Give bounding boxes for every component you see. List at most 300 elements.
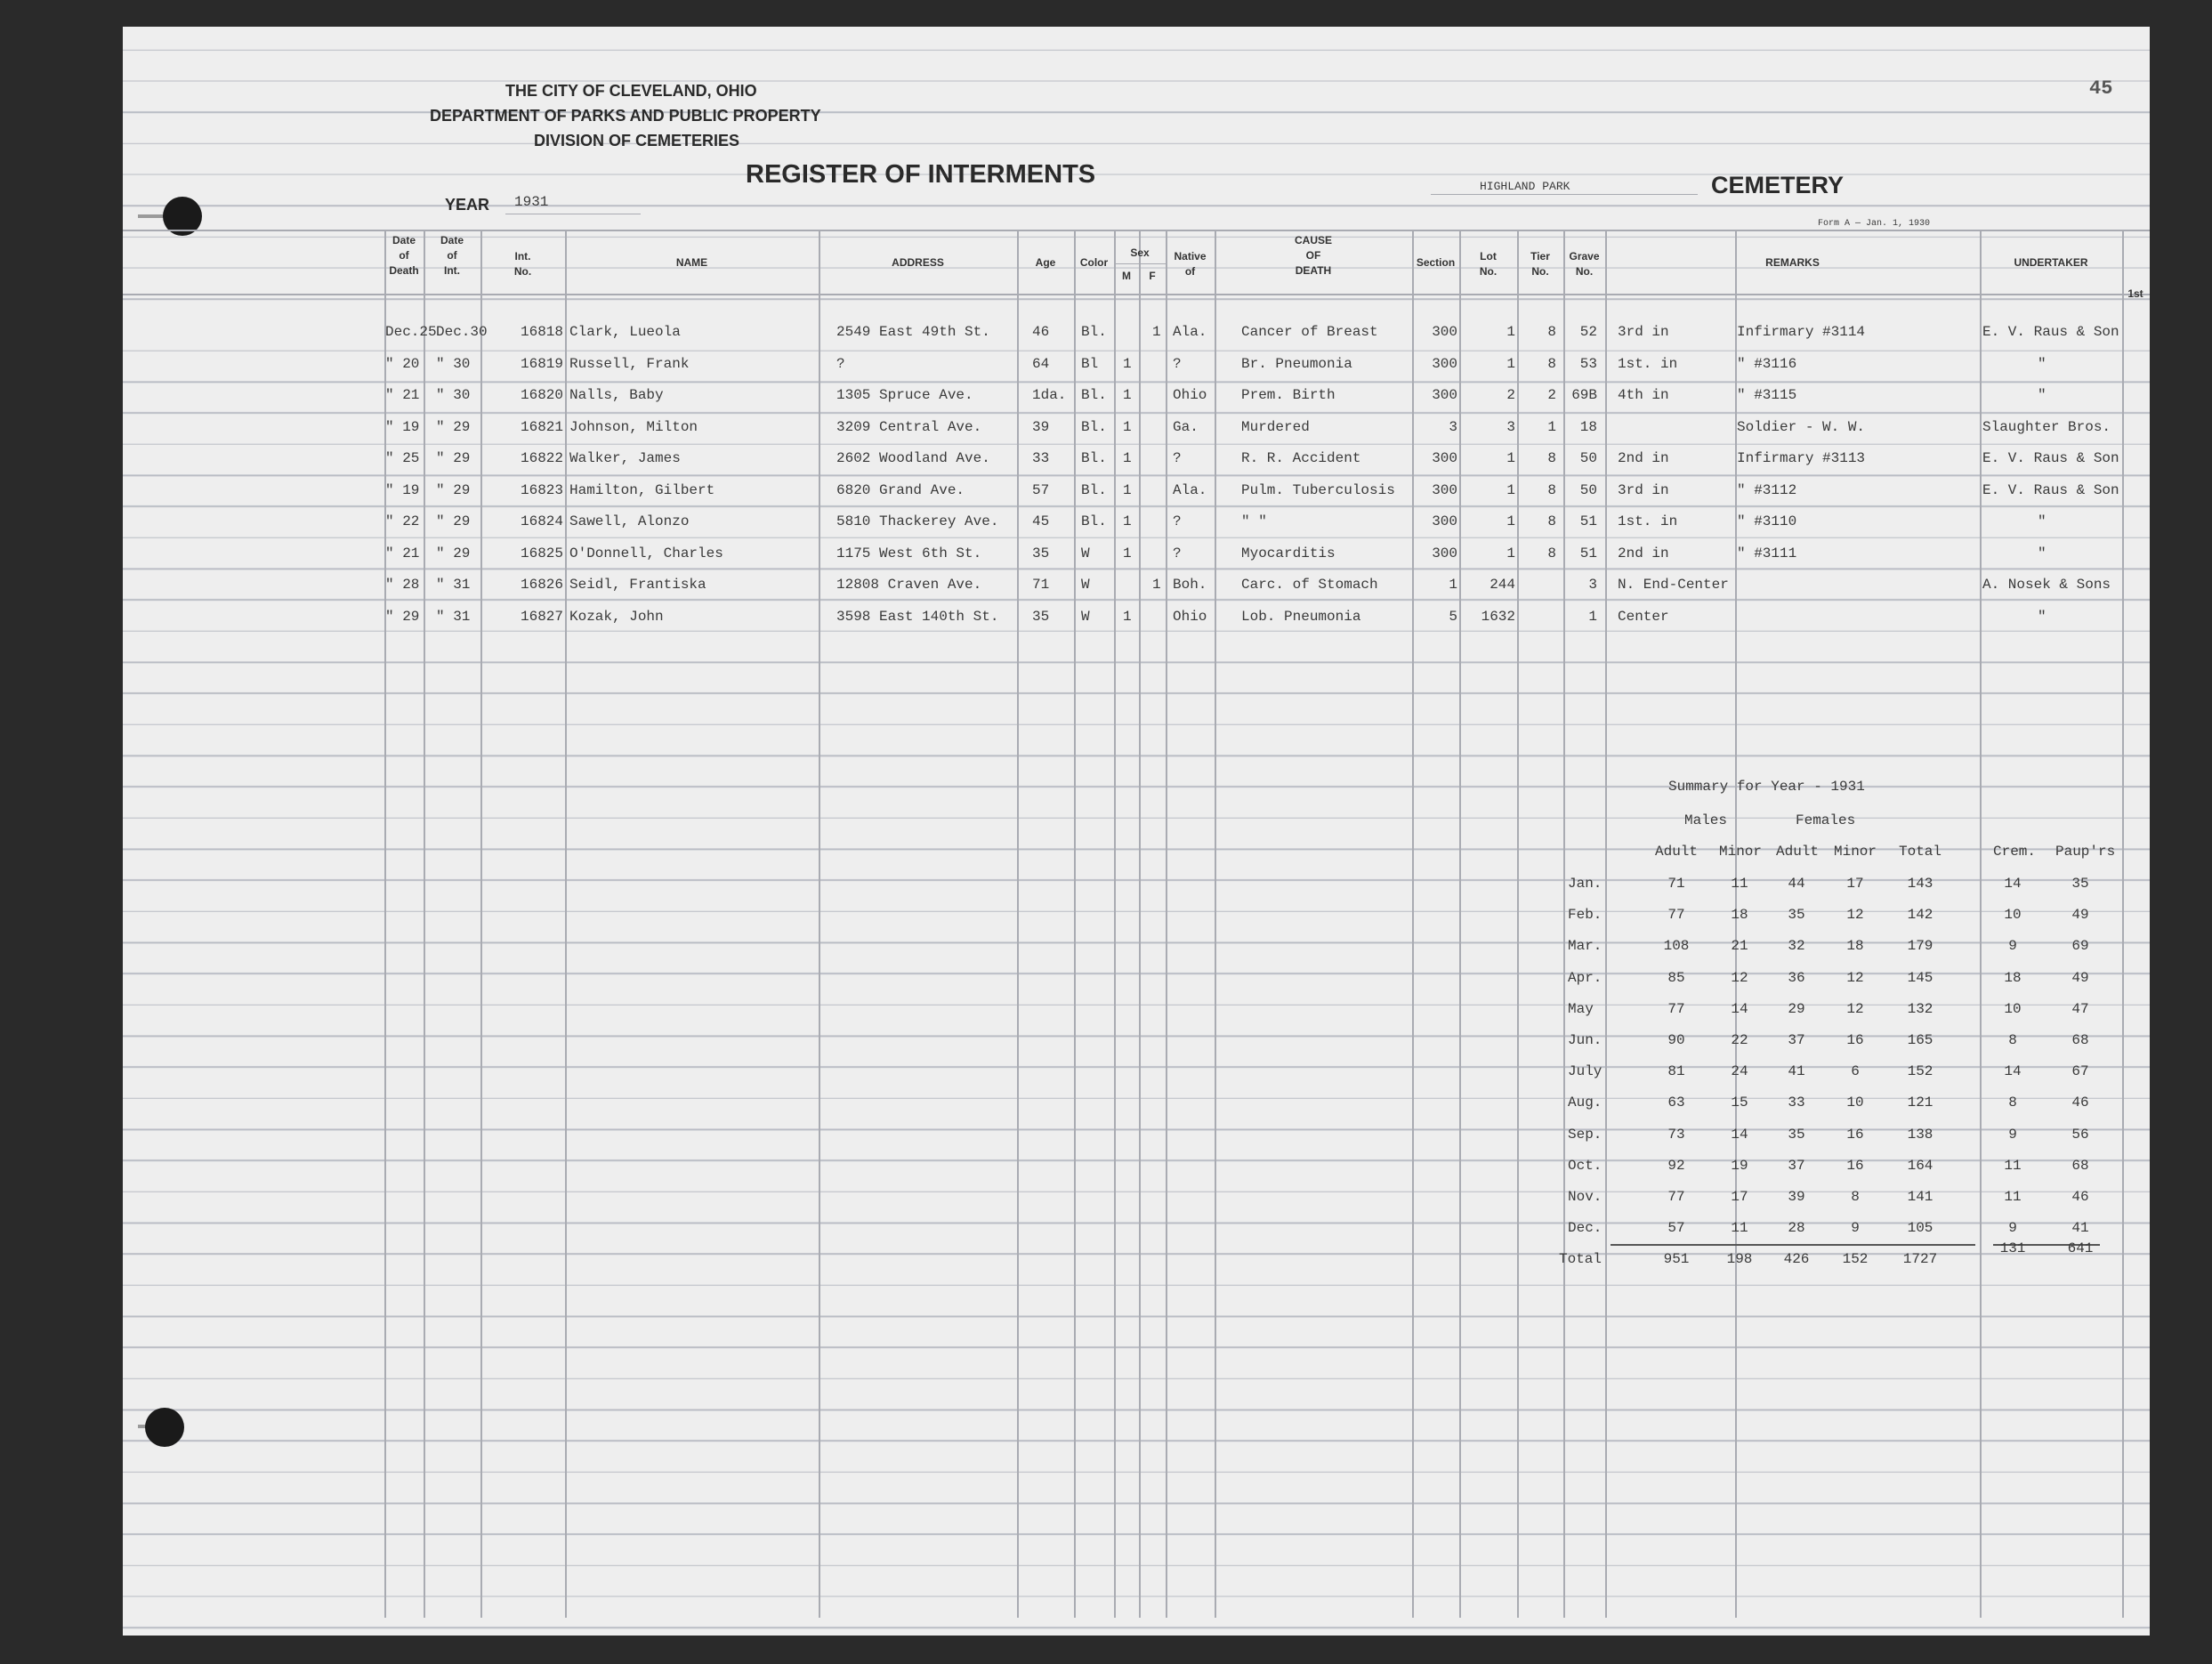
summary-column-header: Adult: [1654, 844, 1698, 860]
cell-rem2: Infirmary #3114: [1737, 324, 1866, 340]
cell-sec: 3: [1449, 418, 1457, 435]
column-rule: [480, 230, 482, 1618]
female-header: F: [1149, 270, 1156, 282]
cell-no: 16822: [520, 450, 563, 466]
summary-total-value: 641: [2067, 1240, 2094, 1257]
cell-rem1: 3rd in: [1618, 481, 1669, 498]
cell-name: Seidl, Frantiska: [569, 577, 706, 593]
cell-name: Nalls, Baby: [569, 387, 664, 403]
summary-value: 69: [2071, 938, 2089, 955]
cell-und: ": [2038, 355, 2047, 372]
summary-value: 164: [1907, 1157, 1933, 1174]
cell-grave: 51: [1579, 513, 1597, 529]
summary-value: 16: [1846, 1157, 1864, 1174]
cell-color: Bl.: [1081, 513, 1107, 529]
cell-native: Ohio: [1173, 387, 1207, 403]
cell-grave: 52: [1579, 324, 1597, 340]
summary-value: 68: [2071, 1157, 2089, 1174]
cell-m: 1: [1123, 387, 1132, 403]
cell-rem2: Infirmary #3113: [1737, 450, 1866, 466]
summary-total-value: 951: [1663, 1251, 1690, 1268]
sex-rule: [1114, 263, 1166, 264]
cell-f: 1: [1152, 324, 1161, 340]
cell-lot: 1: [1506, 513, 1515, 529]
summary-value: 36: [1788, 969, 1805, 986]
summary-value: 17: [1731, 1189, 1748, 1205]
cell-lot: 1: [1506, 481, 1515, 498]
cell-addr: 2602 Woodland Ave.: [836, 450, 990, 466]
cell-cause: Murdered: [1241, 418, 1310, 435]
cell-und: A. Nosek & Sons: [1982, 577, 2111, 593]
summary-value: 56: [2071, 1126, 2089, 1143]
cell-grave: 50: [1579, 450, 1597, 466]
cell-name: O'Donnell, Charles: [569, 545, 723, 561]
lot-number-header: Lot No.: [1479, 250, 1498, 278]
summary-value: 19: [1731, 1157, 1748, 1174]
summary-column-header: Crem.: [1993, 844, 2037, 860]
age-header: Age: [1035, 256, 1056, 269]
cell-name: Kozak, John: [569, 608, 664, 625]
cell-grave: 18: [1579, 418, 1597, 435]
division-title: DIVISION OF CEMETERIES: [534, 132, 740, 149]
cell-sec: 5: [1449, 608, 1457, 625]
cell-rem1: 4th in: [1618, 387, 1669, 403]
cell-no: 16818: [520, 324, 563, 340]
summary-month-label: Dec.: [1568, 1220, 1602, 1237]
column-rule: [1139, 230, 1141, 1618]
cell-grave: 3: [1588, 577, 1597, 593]
summary-value: 6: [1851, 1063, 1860, 1080]
cell-di: " 29: [436, 481, 471, 498]
cell-native: ?: [1173, 450, 1182, 466]
summary-value: 8: [2008, 1095, 2017, 1111]
summary-value: 14: [1731, 1000, 1748, 1017]
summary-value: 9: [2008, 938, 2017, 955]
summary-value: 10: [1846, 1095, 1864, 1111]
cell-und: ": [2038, 513, 2047, 529]
cell-no: 16825: [520, 545, 563, 561]
summary-column-header: Paup'rs: [2055, 844, 2116, 860]
undertaker-header: UNDERTAKER: [2014, 256, 2088, 269]
cell-dd: " 21: [385, 387, 420, 403]
city-title: THE CITY OF CLEVELAND, OHIO: [505, 82, 757, 100]
cell-di: " 29: [436, 450, 471, 466]
cell-cause: " ": [1241, 513, 1267, 529]
cell-sec: 300: [1432, 387, 1457, 403]
summary-value: 165: [1907, 1032, 1933, 1048]
name-header: NAME: [675, 256, 708, 269]
summary-value: 12: [1846, 1000, 1864, 1017]
cell-color: Bl.: [1081, 418, 1107, 435]
summary-value: 41: [1788, 1063, 1805, 1080]
cell-no: 16823: [520, 481, 563, 498]
column-rule: [1517, 230, 1519, 1618]
summary-total-rule: [1611, 1244, 1975, 1246]
summary-value: 63: [1667, 1095, 1685, 1111]
cell-sec: 1: [1449, 577, 1457, 593]
cell-age: 46: [1032, 324, 1050, 340]
summary-total-value: 131: [1999, 1240, 2026, 1257]
sex-header: Sex: [1130, 246, 1150, 259]
binder-hole-bottom: [145, 1408, 184, 1447]
cell-color: Bl.: [1081, 387, 1107, 403]
cell-addr: 3209 Central Ave.: [836, 418, 982, 435]
cell-di: " 30: [436, 387, 471, 403]
cell-grave: 69B: [1571, 387, 1597, 403]
summary-value: 68: [2071, 1032, 2089, 1048]
summary-value: 143: [1907, 876, 1933, 892]
department-title: DEPARTMENT OF PARKS AND PUBLIC PROPERTY: [430, 107, 821, 125]
cell-color: Bl.: [1081, 481, 1107, 498]
summary-value: 39: [1788, 1189, 1805, 1205]
summary-value: 90: [1667, 1032, 1685, 1048]
cell-addr: 1175 West 6th St.: [836, 545, 982, 561]
cause-of-death-header: CAUSE OF DEATH: [1294, 234, 1332, 277]
cell-age: 71: [1032, 577, 1050, 593]
cell-tier: 8: [1547, 513, 1556, 529]
cell-dd: Dec.25: [385, 324, 437, 340]
cell-age: 35: [1032, 545, 1050, 561]
summary-value: 10: [2004, 907, 2022, 924]
summary-month-label: May: [1568, 1000, 1594, 1017]
cell-rem2: " #3115: [1737, 387, 1797, 403]
column-rule: [1735, 230, 1737, 1618]
cell-di: " 31: [436, 577, 471, 593]
section-header: Section: [1416, 256, 1456, 269]
summary-value: 141: [1907, 1189, 1933, 1205]
cell-age: 45: [1032, 513, 1050, 529]
cell-cause: Pulm. Tuberculosis: [1241, 481, 1395, 498]
cell-grave: 50: [1579, 481, 1597, 498]
cell-und: ": [2038, 545, 2047, 561]
column-rule: [1017, 230, 1019, 1618]
cell-di: " 29: [436, 418, 471, 435]
date-of-death-header: Date of Death: [389, 234, 419, 277]
summary-value: 16: [1846, 1032, 1864, 1048]
column-rule: [1114, 230, 1116, 1618]
summary-value: 81: [1667, 1063, 1685, 1080]
address-header: ADDRESS: [892, 256, 944, 269]
summary-month-label: Nov.: [1568, 1189, 1602, 1205]
cell-di: Dec.30: [436, 324, 488, 340]
cell-cause: Cancer of Breast: [1241, 324, 1378, 340]
cell-no: 16819: [520, 355, 563, 372]
cell-addr: 3598 East 140th St.: [836, 608, 999, 625]
cell-dd: " 19: [385, 418, 420, 435]
summary-value: 49: [2071, 969, 2089, 986]
summary-month-label: Oct.: [1568, 1157, 1602, 1174]
summary-total-label: Total: [1559, 1251, 1602, 1268]
header-bottom-rule: [123, 294, 2150, 295]
summary-total-value: 152: [1842, 1251, 1869, 1268]
cell-m: 1: [1123, 355, 1132, 372]
cell-rem1: 1st. in: [1618, 355, 1678, 372]
cell-native: ?: [1173, 513, 1182, 529]
first-header: 1st: [2127, 287, 2143, 300]
cell-m: 1: [1123, 481, 1132, 498]
summary-value: 77: [1667, 907, 1685, 924]
summary-column-header: Total: [1898, 844, 1942, 860]
summary-value: 145: [1907, 969, 1933, 986]
grave-number-header: Grave No.: [1569, 250, 1600, 278]
cell-no: 16821: [520, 418, 563, 435]
cell-color: Bl: [1081, 355, 1099, 372]
summary-value: 12: [1731, 969, 1748, 986]
year-value: 1931: [514, 194, 549, 210]
summary-month-label: Feb.: [1568, 907, 1602, 924]
summary-value: 9: [2008, 1220, 2017, 1237]
cell-name: Clark, Lueola: [569, 324, 681, 340]
cell-di: " 31: [436, 608, 471, 625]
cell-age: 35: [1032, 608, 1050, 625]
summary-month-label: Jan.: [1568, 876, 1602, 892]
summary-value: 77: [1667, 1000, 1685, 1017]
cell-grave: 53: [1579, 355, 1597, 372]
cell-name: Russell, Frank: [569, 355, 690, 372]
cell-dd: " 19: [385, 481, 420, 498]
summary-value: 12: [1846, 907, 1864, 924]
summary-value: 47: [2071, 1000, 2089, 1017]
cell-addr: 5810 Thackerey Ave.: [836, 513, 999, 529]
cell-und: E. V. Raus & Son: [1982, 450, 2119, 466]
cell-sec: 300: [1432, 481, 1457, 498]
cell-lot: 1632: [1481, 608, 1515, 625]
summary-value: 108: [1663, 938, 1690, 955]
summary-value: 92: [1667, 1157, 1685, 1174]
summary-value: 14: [2004, 1063, 2022, 1080]
cell-dd: " 29: [385, 608, 420, 625]
cell-rem2: " #3112: [1737, 481, 1797, 498]
summary-value: 10: [2004, 1000, 2022, 1017]
column-rule: [424, 230, 425, 1618]
cell-addr: 12808 Craven Ave.: [836, 577, 982, 593]
summary-value: 152: [1907, 1063, 1933, 1080]
cell-und: E. V. Raus & Son: [1982, 324, 2119, 340]
color-header: Color: [1079, 256, 1109, 269]
summary-column-header: Minor: [1833, 844, 1877, 860]
male-header: M: [1122, 270, 1131, 282]
cell-native: Ala.: [1173, 481, 1207, 498]
summary-value: 138: [1907, 1126, 1933, 1143]
column-rule: [1412, 230, 1414, 1618]
cell-name: Johnson, Milton: [569, 418, 698, 435]
column-rule: [384, 230, 386, 1618]
summary-value: 49: [2071, 907, 2089, 924]
cell-tier: 8: [1547, 355, 1556, 372]
cell-m: 1: [1123, 418, 1132, 435]
cell-rem2: " #3116: [1737, 355, 1797, 372]
cell-age: 1da.: [1032, 387, 1067, 403]
cell-sec: 300: [1432, 545, 1457, 561]
cell-grave: 1: [1588, 608, 1597, 625]
cell-tier: 1: [1547, 418, 1556, 435]
cell-und: E. V. Raus & Son: [1982, 481, 2119, 498]
cell-tier: 8: [1547, 450, 1556, 466]
cell-name: Sawell, Alonzo: [569, 513, 690, 529]
summary-value: 41: [2071, 1220, 2089, 1237]
cell-native: Ala.: [1173, 324, 1207, 340]
cell-rem2: " #3111: [1737, 545, 1797, 561]
summary-value: 77: [1667, 1189, 1685, 1205]
cell-addr: ?: [836, 355, 845, 372]
cell-rem1: 2nd in: [1618, 450, 1669, 466]
cell-lot: 1: [1506, 545, 1515, 561]
form-note: Form A — Jan. 1, 1930: [1818, 219, 1931, 229]
cell-m: 1: [1123, 450, 1132, 466]
cell-dd: " 20: [385, 355, 420, 372]
summary-value: 17: [1846, 876, 1864, 892]
summary-value: 21: [1731, 938, 1748, 955]
summary-value: 16: [1846, 1126, 1864, 1143]
cell-m: 1: [1123, 608, 1132, 625]
summary-value: 35: [1788, 907, 1805, 924]
cell-color: Bl.: [1081, 324, 1107, 340]
summary-value: 46: [2071, 1189, 2089, 1205]
summary-month-label: Mar.: [1568, 938, 1602, 955]
summary-value: 105: [1907, 1220, 1933, 1237]
tier-number-header: Tier No.: [1530, 250, 1550, 278]
summary-value: 22: [1731, 1032, 1748, 1048]
cell-m: 1: [1123, 513, 1132, 529]
cemetery-label: CEMETERY: [1711, 172, 1845, 198]
summary-value: 132: [1907, 1000, 1933, 1017]
summary-month-label: Sep.: [1568, 1126, 1602, 1143]
cell-age: 39: [1032, 418, 1050, 435]
cell-dd: " 22: [385, 513, 420, 529]
cell-no: 16820: [520, 387, 563, 403]
cell-rem1: 3rd in: [1618, 324, 1669, 340]
cell-rem2: Soldier - W. W.: [1737, 418, 1866, 435]
cell-f: 1: [1152, 577, 1161, 593]
summary-column-header: Minor: [1719, 844, 1763, 860]
summary-value: 37: [1788, 1157, 1805, 1174]
cell-dd: " 25: [385, 450, 420, 466]
cell-grave: 51: [1579, 545, 1597, 561]
cell-lot: 2: [1506, 387, 1515, 403]
page-title: REGISTER OF INTERMENTS: [746, 160, 1096, 189]
summary-value: 8: [2008, 1032, 2017, 1048]
summary-value: 35: [2071, 876, 2089, 892]
summary-value: 33: [1788, 1095, 1805, 1111]
cell-cause: Myocarditis: [1241, 545, 1336, 561]
header-top-rule: [123, 230, 2150, 231]
cell-rem1: 1st. in: [1618, 513, 1678, 529]
cell-native: ?: [1173, 545, 1182, 561]
cell-rem1: 2nd in: [1618, 545, 1669, 561]
column-rule: [565, 230, 567, 1618]
summary-total-value: 426: [1783, 1251, 1810, 1268]
summary-value: 142: [1907, 907, 1933, 924]
summary-value: 9: [2008, 1126, 2017, 1143]
cell-di: " 29: [436, 545, 471, 561]
cell-rem1: N. End-Center: [1618, 577, 1729, 593]
cell-addr: 1305 Spruce Ave.: [836, 387, 973, 403]
summary-value: 14: [2004, 876, 2022, 892]
summary-value: 24: [1731, 1063, 1748, 1080]
column-rule: [1980, 230, 1982, 1618]
summary-column-header: Adult: [1776, 844, 1820, 860]
cell-sec: 300: [1432, 450, 1457, 466]
page-number: 45: [2089, 77, 2113, 100]
cell-tier: 8: [1547, 324, 1556, 340]
cell-dd: " 28: [385, 577, 420, 593]
summary-value: 29: [1788, 1000, 1805, 1017]
summary-value: 18: [2004, 969, 2022, 986]
cell-und: ": [2038, 608, 2047, 625]
summary-value: 85: [1667, 969, 1685, 986]
column-rule: [1215, 230, 1216, 1618]
cell-no: 16827: [520, 608, 563, 625]
summary-value: 71: [1667, 876, 1685, 892]
cell-lot: 244: [1489, 577, 1515, 593]
column-rule: [1563, 230, 1565, 1618]
interment-number-header: Int. No.: [513, 250, 532, 278]
cell-no: 16824: [520, 513, 563, 529]
summary-title: Summary for Year - 1931: [1668, 779, 1865, 795]
summary-total-value: 1727: [1902, 1251, 1938, 1268]
cell-native: Ohio: [1173, 608, 1207, 625]
cell-sec: 300: [1432, 513, 1457, 529]
summary-value: 67: [2071, 1063, 2089, 1080]
cell-cause: R. R. Accident: [1241, 450, 1361, 466]
cell-color: W: [1081, 545, 1090, 561]
summary-month-label: Aug.: [1568, 1095, 1602, 1111]
summary-value: 57: [1667, 1220, 1685, 1237]
cell-native: Boh.: [1173, 577, 1207, 593]
summary-value: 18: [1731, 907, 1748, 924]
summary-females-label: Females: [1796, 812, 1856, 828]
cell-tier: 2: [1547, 387, 1556, 403]
cell-cause: Br. Pneumonia: [1241, 355, 1352, 372]
native-of-header: Native of: [1174, 250, 1207, 278]
summary-value: 37: [1788, 1032, 1805, 1048]
cell-addr: 2549 East 49th St.: [836, 324, 990, 340]
summary-value: 179: [1907, 938, 1933, 955]
remarks-header: REMARKS: [1765, 256, 1820, 269]
column-rule: [1074, 230, 1076, 1618]
summary-value: 73: [1667, 1126, 1685, 1143]
cell-color: W: [1081, 577, 1090, 593]
summary-value: 32: [1788, 938, 1805, 955]
summary-month-label: Apr.: [1568, 969, 1602, 986]
cell-lot: 1: [1506, 324, 1515, 340]
cell-no: 16826: [520, 577, 563, 593]
cell-rem1: Center: [1618, 608, 1669, 625]
summary-value: 44: [1788, 876, 1805, 892]
cell-name: Walker, James: [569, 450, 681, 466]
cell-name: Hamilton, Gilbert: [569, 481, 715, 498]
cell-age: 57: [1032, 481, 1050, 498]
date-of-interment-header: Date of Int.: [440, 234, 464, 277]
summary-males-label: Males: [1684, 812, 1728, 828]
cell-cause: Prem. Birth: [1241, 387, 1336, 403]
summary-value: 9: [1851, 1220, 1860, 1237]
cell-age: 64: [1032, 355, 1050, 372]
cell-cause: Lob. Pneumonia: [1241, 608, 1361, 625]
cemetery-name: HIGHLAND PARK: [1480, 180, 1570, 193]
cell-lot: 1: [1506, 355, 1515, 372]
cell-m: 1: [1123, 545, 1132, 561]
summary-value: 8: [1851, 1189, 1860, 1205]
column-rule: [1605, 230, 1607, 1618]
summary-month-label: July: [1568, 1063, 1602, 1080]
cell-und: Slaughter Bros.: [1982, 418, 2111, 435]
cell-sec: 300: [1432, 324, 1457, 340]
cell-native: ?: [1173, 355, 1182, 372]
summary-value: 11: [1731, 1220, 1748, 1237]
column-rule: [1459, 230, 1461, 1618]
cell-cause: Carc. of Stomach: [1241, 577, 1378, 593]
